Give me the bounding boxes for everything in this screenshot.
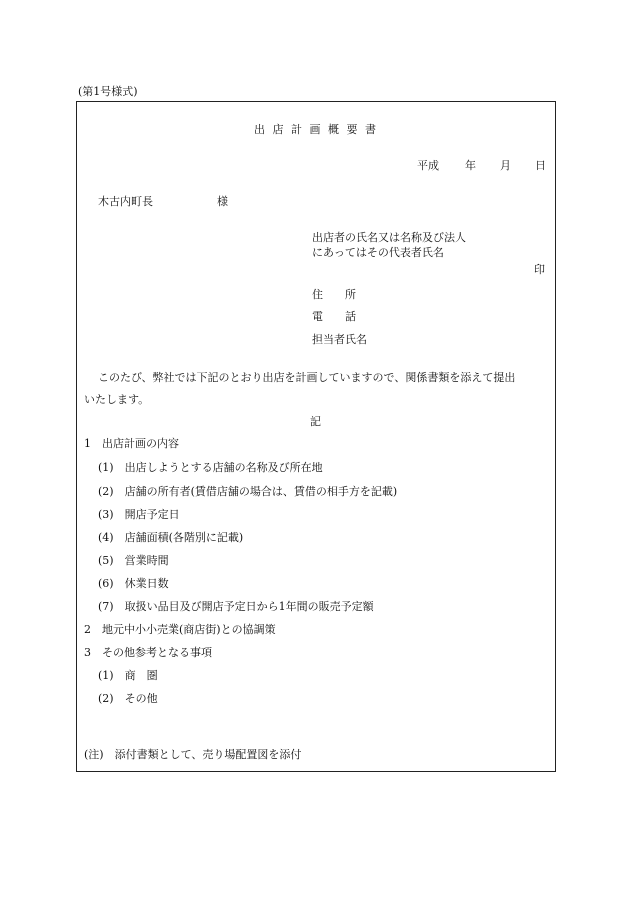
attachment-note: (注) 添付書類として、売り場配置図を添付 — [84, 748, 302, 761]
body-text-line-2: いたします。 — [84, 393, 150, 406]
section-1-item-4: (4) 店舗面積(各階別に記載) — [98, 531, 244, 544]
section-1-item-6: (6) 休業日数 — [98, 577, 169, 590]
form-label: (第1号様式) — [78, 85, 138, 98]
section-3-item-1: (1) 商 圏 — [98, 669, 158, 682]
date-month: 月 — [500, 159, 511, 172]
document-title: 出 店 計 画 概 要 書 — [254, 123, 376, 136]
section-3-item-2: (2) その他 — [98, 692, 158, 705]
date-year: 年 — [465, 159, 476, 172]
section-2-label: 2 地元中小小売業(商店街)との協調策 — [84, 623, 276, 636]
section-1-item-2: (2) 店舗の所有者(賃借店舗の場合は、賃借の相手方を記載) — [98, 485, 398, 498]
applicant-name-label-1: 出店者の氏名又は名称及び法人 — [312, 231, 466, 244]
applicant-name-label-2: にあってはその代表者氏名 — [312, 246, 444, 259]
address-label: 住 所 — [312, 288, 356, 301]
section-1-item-1: (1) 出店しようとする店舗の名称及び所在地 — [98, 461, 323, 474]
ki-heading: 記 — [310, 415, 321, 428]
contact-person-label: 担当者氏名 — [312, 333, 367, 346]
section-1-item-5: (5) 営業時間 — [98, 554, 169, 567]
section-1-item-7: (7) 取扱い品目及び開店予定日から1年間の販売予定額 — [98, 600, 374, 613]
body-text-line-1: このたび、弊社では下記のとおり出店を計画していますので、関係書類を添えて提出 — [98, 371, 516, 384]
section-1-label: 1 出店計画の内容 — [84, 437, 179, 450]
date-era: 平成 — [417, 159, 439, 172]
addressee-honorific: 様 — [217, 195, 228, 208]
addressee-name: 木古内町長 — [98, 195, 153, 208]
date-day: 日 — [535, 159, 546, 172]
seal-mark: 印 — [534, 263, 545, 276]
phone-label: 電 話 — [312, 310, 356, 323]
section-1-item-3: (3) 開店予定日 — [98, 508, 180, 521]
section-3-label: 3 その他参考となる事項 — [84, 646, 212, 659]
